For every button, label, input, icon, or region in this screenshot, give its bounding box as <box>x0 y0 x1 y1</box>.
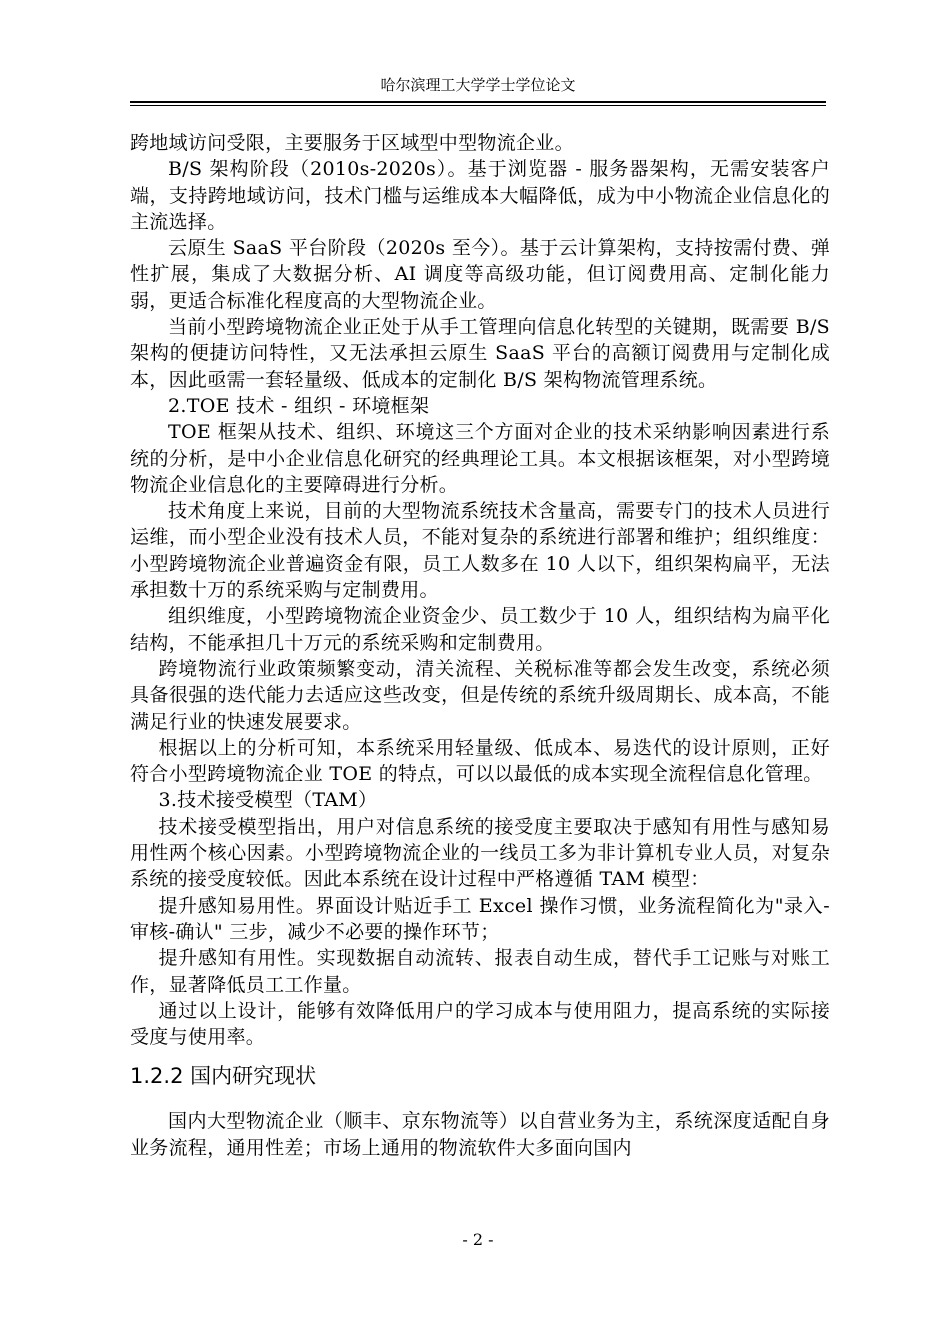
paragraph: 提升感知易用性。界面设计贴近手工 Excel 操作习惯，业务流程简化为"录入-审核-确认" 三步，减少不必要的操作环节； <box>130 894 830 943</box>
paragraph: 提升感知有用性。实现数据自动流转、报表自动生成，替代手工记账与对账工作，显著降低员工工作量。 <box>130 947 830 996</box>
page-header: 哈尔滨理工大学学士学位论文 <box>380 76 576 94</box>
page-number: - 2 - <box>462 1230 494 1249</box>
page-body <box>130 130 830 1161</box>
paragraph: 技术接受模型指出，用户对信息系统的接受度主要取决于感知有用性与感知易用性两个核心因素。小型跨境物流企业的一线员工多为非计算机专业人员，对复杂系统的接受度较低。因此本系统在设计过程中严格遵循 TAM 模型： <box>130 815 830 891</box>
paragraph: TOE 框架从技术、组织、环境这三个方面对企业的技术采纳影响因素进行系统的分析，是中小企业信息化研究的经典理论工具。本文根据该框架，对小型跨境物流企业信息化的主要障碍进行分析。 <box>130 421 830 496</box>
section-heading: 1.2.2 国内研究现状 <box>130 1064 317 1089</box>
paragraph: 跨境物流行业政策频繁变动，清关流程、关税标准等都会发生改变，系统必须具备很强的迭代能力去适应这些改变，但是传统的系统升级周期长、成本高，不能满足行业的快速发展要求。 <box>130 657 830 733</box>
paragraph: 通过以上设计，能够有效降低用户的学习成本与使用阻力，提高系统的实际接受度与使用率。 <box>130 999 830 1049</box>
header-rule-thin <box>130 105 826 106</box>
paragraph: 跨地域访问受限，主要服务于区域型中型物流企业。 <box>130 132 574 154</box>
paragraph: 组织维度，小型跨境物流企业资金少、员工数少于 10 人，组织结构为扁平化结构，不能承担几十万元的系统采购和定制费用。 <box>130 605 830 654</box>
paragraph: B/S 架构阶段（2010s-2020s）。基于浏览器 - 服务器架构，无需安装客户端，支持跨地域访问，技术门槛与运维成本大幅降低，成为中小物流企业信息化的主流选择。 <box>130 158 830 233</box>
paragraph: 当前小型跨境物流企业正处于从手工管理向信息化转型的关键期，既需要 B/S 架构的便捷访问特性，又无法承担云原生 SaaS 平台的高额订阅费用与定制化成本，因此亟需一套轻量级、低成本的定制化 B/S 架构物流管理系统。 <box>130 316 830 391</box>
paragraph: 根据以上的分析可知，本系统采用轻量级、低成本、易迭代的设计原则，正好符合小型跨境物流企业 TOE 的特点，可以以最低的成本实现全流程信息化管理。 <box>130 736 830 786</box>
paragraph: 国内大型物流企业（顺丰、京东物流等）以自营业务为主，系统深度适配自身业务流程，通用性差；市场上通用的物流软件大多面向国内 <box>130 1110 830 1159</box>
paragraph: 云原生 SaaS 平台阶段（2020s 至今）。基于云计算架构，支持按需付费、弹性扩展，集成了大数据分析、AI 调度等高级功能，但订阅费用高、定制化能力弱，更适合标准化程度高的大型物流企业。 <box>130 237 830 312</box>
subheading: 3.技术接受模型（TAM） <box>158 789 378 812</box>
subheading: 2.TOE 技术 - 组织 - 环境框架 <box>168 394 430 417</box>
header-rule <box>130 101 826 103</box>
paragraph: 技术角度上来说，目前的大型物流系统技术含量高，需要专门的技术人员进行运维，而小型企业没有技术人员，不能对复杂的系统进行部署和维护；组织维度：小型跨境物流企业普遍资金有限，员工人数多在 10 人以下，组织架构扁平，无法承担数十万的系统采购与定制费用。 <box>130 500 830 602</box>
